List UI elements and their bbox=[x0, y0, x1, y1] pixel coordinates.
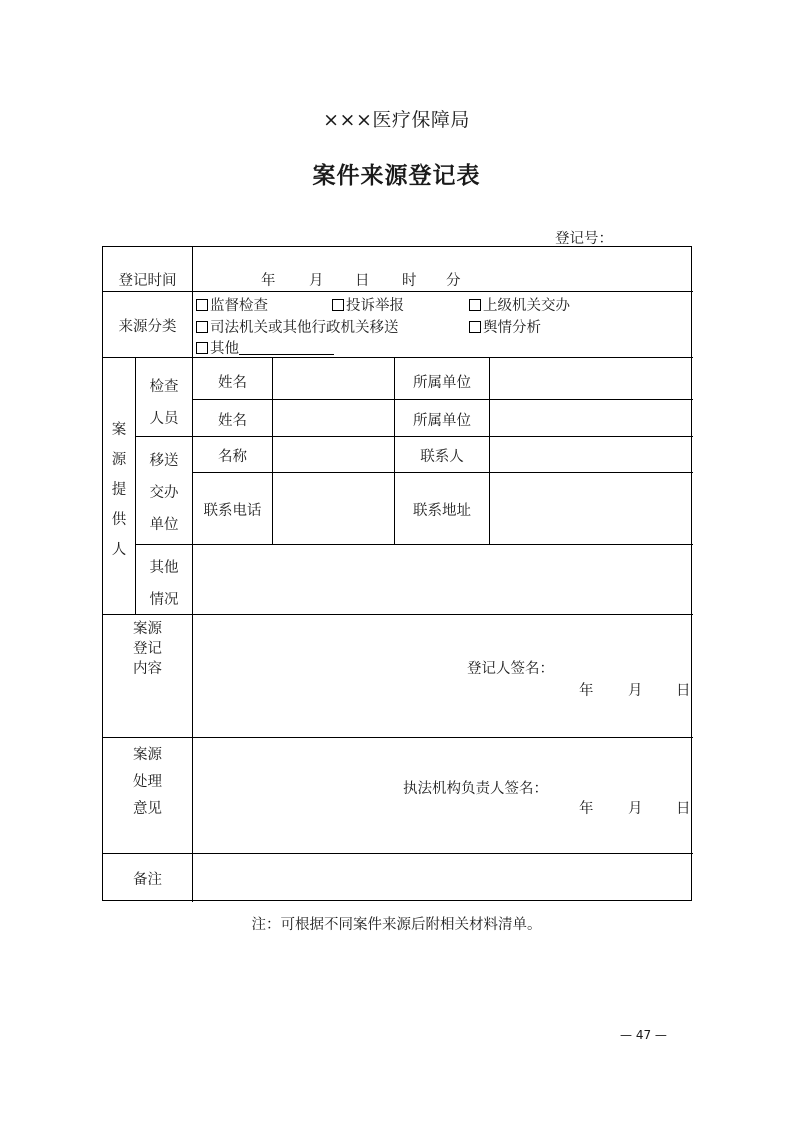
transfer-unit-contact-label: 联系人 bbox=[420, 449, 464, 465]
source-category-label: 来源分类 bbox=[118, 319, 177, 335]
case-content-label: 案源 登记 内容 bbox=[133, 621, 162, 677]
opinion-date-year: 年 bbox=[579, 801, 594, 817]
reg-time-day: 日 bbox=[355, 273, 370, 289]
organization-name: ×××医疗保障局 bbox=[323, 109, 470, 131]
page-number: — 47 — bbox=[620, 1028, 667, 1042]
handling-opinion-label: 案源 处理 意见 bbox=[133, 747, 162, 817]
form-title: 案件来源登记表 bbox=[312, 163, 481, 189]
option-higher-authority-assigned[interactable]: 上级机关交办 bbox=[469, 294, 570, 315]
case-source-provider-label: 案 源 提 供 人 bbox=[111, 422, 127, 558]
checkbox-icon bbox=[196, 321, 208, 333]
option-other[interactable]: 其他 bbox=[196, 337, 334, 358]
inspector-unit-label-1: 所属单位 bbox=[413, 375, 471, 391]
registration-number-label: 登记号： bbox=[555, 231, 613, 247]
transfer-unit-phone-label: 联系电话 bbox=[203, 503, 262, 519]
content-date-year: 年 bbox=[579, 683, 594, 699]
reg-time-minute: 分 bbox=[446, 273, 461, 289]
content-date-month: 月 bbox=[628, 683, 643, 699]
checkbox-icon bbox=[196, 342, 208, 354]
reg-time-year: 年 bbox=[261, 273, 276, 289]
registration-form-table bbox=[102, 246, 692, 901]
other-situation-label: 其他 情况 bbox=[149, 560, 179, 608]
registrar-signature-label: 登记人签名： bbox=[467, 661, 554, 677]
option-judicial-transfer[interactable]: 司法机关或其他行政机关移送 bbox=[196, 316, 399, 337]
inspector-name-label-1: 姓名 bbox=[218, 375, 247, 391]
transfer-unit-label: 移送 交办 单位 bbox=[149, 453, 179, 533]
checkbox-icon bbox=[469, 299, 481, 311]
opinion-date-month: 月 bbox=[628, 801, 643, 817]
checkbox-icon bbox=[196, 299, 208, 311]
remarks-label: 备注 bbox=[133, 872, 162, 888]
inspector-unit-label-2: 所属单位 bbox=[413, 413, 471, 429]
transfer-unit-address-label: 联系地址 bbox=[413, 503, 471, 519]
agency-head-signature-label: 执法机构负责人签名： bbox=[403, 781, 548, 797]
content-date-day: 日 bbox=[676, 683, 691, 699]
footnote: 注：可根据不同案件来源后附相关材料清单。 bbox=[251, 917, 542, 933]
opinion-date-day: 日 bbox=[676, 801, 691, 817]
option-public-opinion[interactable]: 舆情分析 bbox=[469, 316, 541, 337]
checkbox-icon bbox=[332, 299, 344, 311]
option-supervision-inspection[interactable]: 监督检查 bbox=[196, 294, 268, 315]
inspector-label: 检查 人员 bbox=[149, 379, 179, 427]
registration-time-label: 登记时间 bbox=[118, 273, 177, 289]
checkbox-icon bbox=[469, 321, 481, 333]
other-blank-line[interactable] bbox=[239, 340, 334, 355]
transfer-unit-name-label: 名称 bbox=[218, 449, 247, 465]
reg-time-hour: 时 bbox=[402, 273, 417, 289]
inspector-name-label-2: 姓名 bbox=[218, 413, 247, 429]
reg-time-month: 月 bbox=[309, 273, 324, 289]
option-complaint-report[interactable]: 投诉举报 bbox=[332, 294, 404, 315]
